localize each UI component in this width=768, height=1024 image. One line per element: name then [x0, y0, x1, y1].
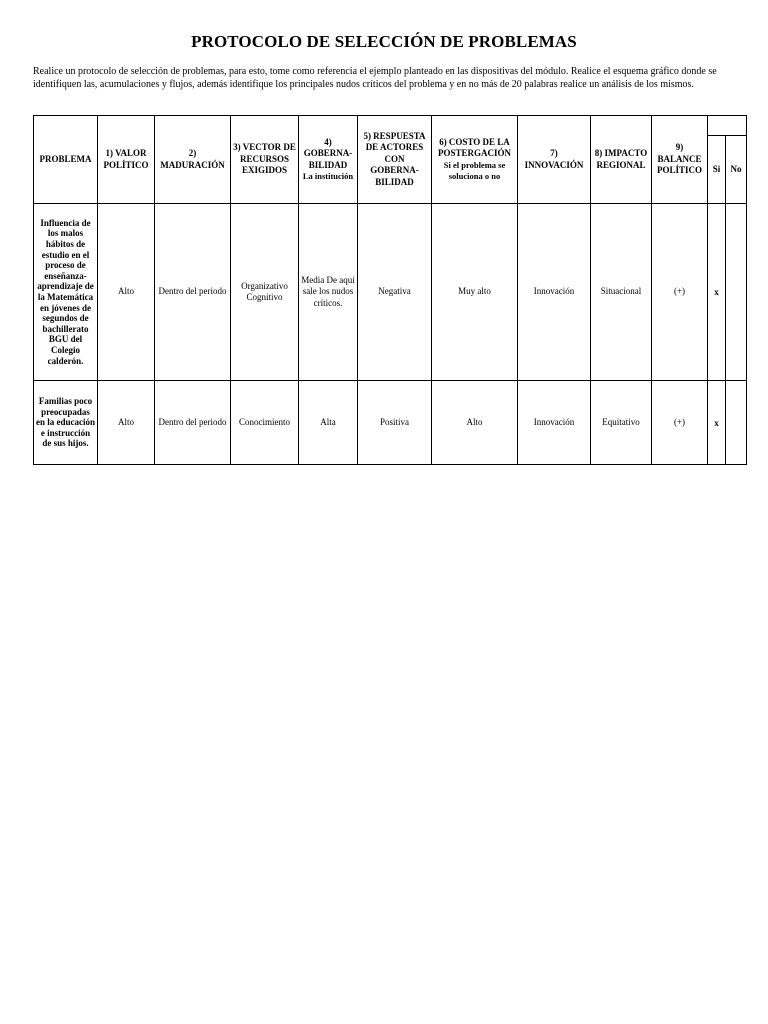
header-maduracion: 2) MADURACIÓN [155, 116, 231, 204]
header-impacto: 8) IMPACTO REGIONAL [591, 116, 652, 204]
cell-si: x [708, 381, 726, 465]
header-costo-sub: Si el problema se soluciona o no [443, 159, 506, 181]
header-gobernabilidad [299, 116, 358, 204]
cell-valor-politico: Alto [98, 381, 155, 465]
header-gobernabilidad-label: 4) GOBERNA-BILIDAD [303, 136, 353, 170]
cell-innovacion: Innovación [518, 204, 591, 381]
cell-si: x [708, 204, 726, 381]
header-vector: 3) VECTOR DE RECURSOS EXIGIDOS [231, 116, 299, 204]
header-problema: PROBLEMA [34, 116, 98, 204]
cell-vector: Organizativo Cognitivo [231, 204, 299, 381]
cell-balance: (+) [652, 204, 708, 381]
cell-no [726, 381, 747, 465]
cell-costo: Alto [432, 381, 518, 465]
cell-balance: (+) [652, 381, 708, 465]
cell-gobernabilidad: Media De aquí sale los nudos críticos. [299, 204, 358, 381]
header-balance: 9) BALANCE POLÍTICO [652, 116, 708, 204]
cell-gobernabilidad: Alta [299, 381, 358, 465]
problema-text: Influencia de los malos hábitos de estudio en el proceso de enseñanza-aprendizaje de la Matemática en jóvenes de segundos de bachillerato BGU del Colegio calderón. [37, 217, 94, 366]
header-valor-politico: 1) VALOR POLÍTICO [98, 116, 155, 204]
header-no: No [726, 136, 747, 204]
cell-no [726, 204, 747, 381]
selection-protocol-table [33, 115, 747, 465]
header-costo-label: 6) COSTO DE LA POSTERGACIÓN [437, 136, 511, 158]
cell-problema [34, 381, 98, 465]
cell-problema [34, 204, 98, 381]
table-row [34, 204, 747, 381]
problema-text: Familias poco preocupadas en la educación e instrucción de sus hijos. [36, 396, 96, 449]
cell-vector: Conocimiento [231, 381, 299, 465]
cell-respuesta: Negativa [358, 204, 432, 381]
cell-respuesta: Positiva [358, 381, 432, 465]
cell-innovacion: Innovación [518, 381, 591, 465]
cell-valor-politico: Alto [98, 204, 155, 381]
header-row [34, 116, 747, 136]
page-title: PROTOCOLO DE SELECCIÓN DE PROBLEMAS [191, 32, 577, 51]
cell-maduracion: Dentro del periodo [155, 204, 231, 381]
cell-impacto: Situacional [591, 204, 652, 381]
table-row [34, 381, 747, 465]
header-innovacion: 7) INNOVACIÓN [518, 116, 591, 204]
instructions-paragraph: Realice un protocolo de selección de problemas, para esto, tome como referencia el ejemplo planteado en las dispositivas del módulo. Realice el esquema gráfico donde se identifiquen las, acumulaciones y flujos, además identifique los principales nudos críticos del problema y en no más de 20 palabras realice un análisis de los mismos. [33, 66, 717, 90]
cell-impacto: Equitativo [591, 381, 652, 465]
header-respuesta: 5) RESPUESTA DE ACTORES CON GOBERNA-BILIDAD [358, 116, 432, 204]
header-costo [432, 116, 518, 204]
header-si: Si [708, 136, 726, 204]
cell-maduracion: Dentro del periodo [155, 381, 231, 465]
header-decision-group [708, 116, 747, 136]
header-gobernabilidad-sub: La institución [302, 171, 354, 181]
cell-costo: Muy alto [432, 204, 518, 381]
